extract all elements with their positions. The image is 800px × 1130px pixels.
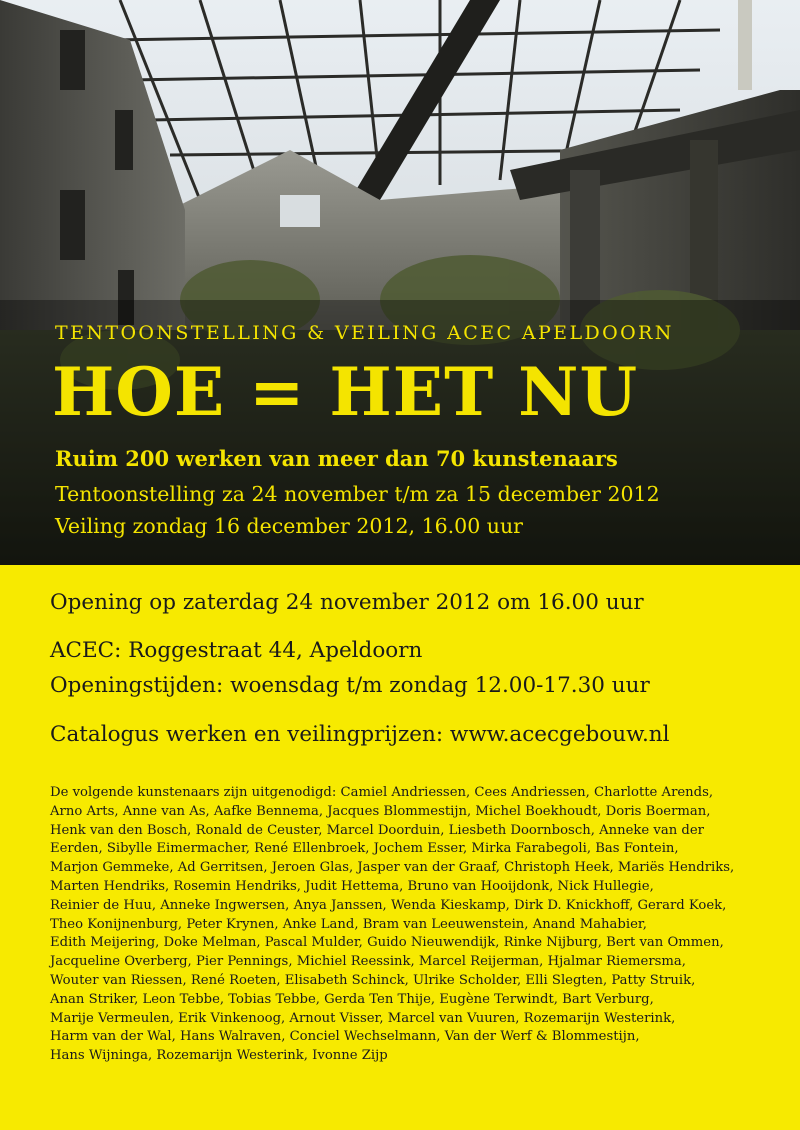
- artist-list-line: Jacqueline Overberg, Pier Pennings, Michiel Reessink, Marcel Reijerman, Hjalmar Riemersma,: [50, 954, 686, 970]
- opening-hours-line: Openingstijden: woensdag t/m zondag 12.00-17.30 uur: [50, 673, 650, 698]
- artist-list-line: Marjon Gemmeke, Ad Gerritsen, Jeroen Glas, Jasper van der Graaf, Christoph Heek, Mariës Hendriks,: [50, 860, 735, 876]
- artist-list-line: Reinier de Huu, Anneke Ingwersen, Anya Janssen, Wenda Kieskamp, Dirk D. Knickhoff, Gerard Koek,: [50, 897, 727, 913]
- address-line: ACEC: Roggestraat 44, Apeldoorn: [50, 638, 423, 663]
- artist-list-line: Anan Striker, Leon Tebbe, Tobias Tebbe, Gerda Ten Thije, Eugène Terwindt, Bart Verburg,: [50, 991, 654, 1007]
- artist-list-line: Arno Arts, Anne van As, Aafke Bennema, Jacques Blommestijn, Michel Boekhoudt, Doris Boerman,: [50, 803, 711, 819]
- catalogue-line: Catalogus werken en veilingprijzen: www.acecgebouw.nl: [50, 722, 670, 747]
- page-title: HOE = HET NU: [52, 353, 639, 431]
- artist-list-line: Eerden, Sibylle Eimermacher, René Ellenbroek, Jochem Esser, Mirka Farabegoli, Bas Fontein,: [50, 841, 679, 857]
- artist-list-line: Theo Konijnenburg, Peter Krynen, Anke Land, Bram van Leeuwenstein, Anand Mahabier,: [50, 916, 647, 932]
- tagline: Ruim 200 werken van meer dan 70 kunstenaars: [55, 446, 618, 471]
- artist-list-line: Hans Wijninga, Rozemarijn Westerink, Ivonne Zijp: [50, 1048, 388, 1064]
- opening-line: Opening op zaterdag 24 november 2012 om 16.00 uur: [50, 590, 644, 615]
- artist-list-line: De volgende kunstenaars zijn uitgenodigd: Camiel Andriessen, Cees Andriessen, Charlotte Arends,: [50, 785, 714, 800]
- artist-list-line: Marten Hendriks, Rosemin Hendriks, Judit Hettema, Bruno van Hooijdonk, Nick Hullegie,: [50, 878, 654, 894]
- artist-list: [50, 784, 765, 1066]
- event-subtitle: TENTOONSTELLING & VEILING ACEC APELDOORN: [55, 322, 674, 344]
- artist-list-line: Harm van der Wal, Hans Walraven, Conciel Wechselmann, Van der Werf & Blommestijn,: [50, 1029, 640, 1045]
- artist-list-line: Henk van den Bosch, Ronald de Ceuster, Marcel Doorduin, Liesbeth Doornbosch, Anneke van der: [50, 822, 704, 838]
- exhibition-dates: Tentoonstelling za 24 november t/m za 15 december 2012: [55, 482, 660, 506]
- auction-date: Veiling zondag 16 december 2012, 16.00 uur: [55, 514, 523, 538]
- artist-list-line: Wouter van Riessen, René Roeten, Elisabeth Schinck, Ulrike Scholder, Elli Slegten, Patty Struik,: [50, 972, 696, 988]
- artist-list-line: Marije Vermeulen, Erik Vinkenoog, Arnout Visser, Marcel van Vuuren, Rozemarijn Westerink,: [50, 1010, 676, 1026]
- artist-list-line: Edith Meijering, Doke Melman, Pascal Mulder, Guido Nieuwendijk, Rinke Nijburg, Bert van Ommen,: [50, 935, 724, 951]
